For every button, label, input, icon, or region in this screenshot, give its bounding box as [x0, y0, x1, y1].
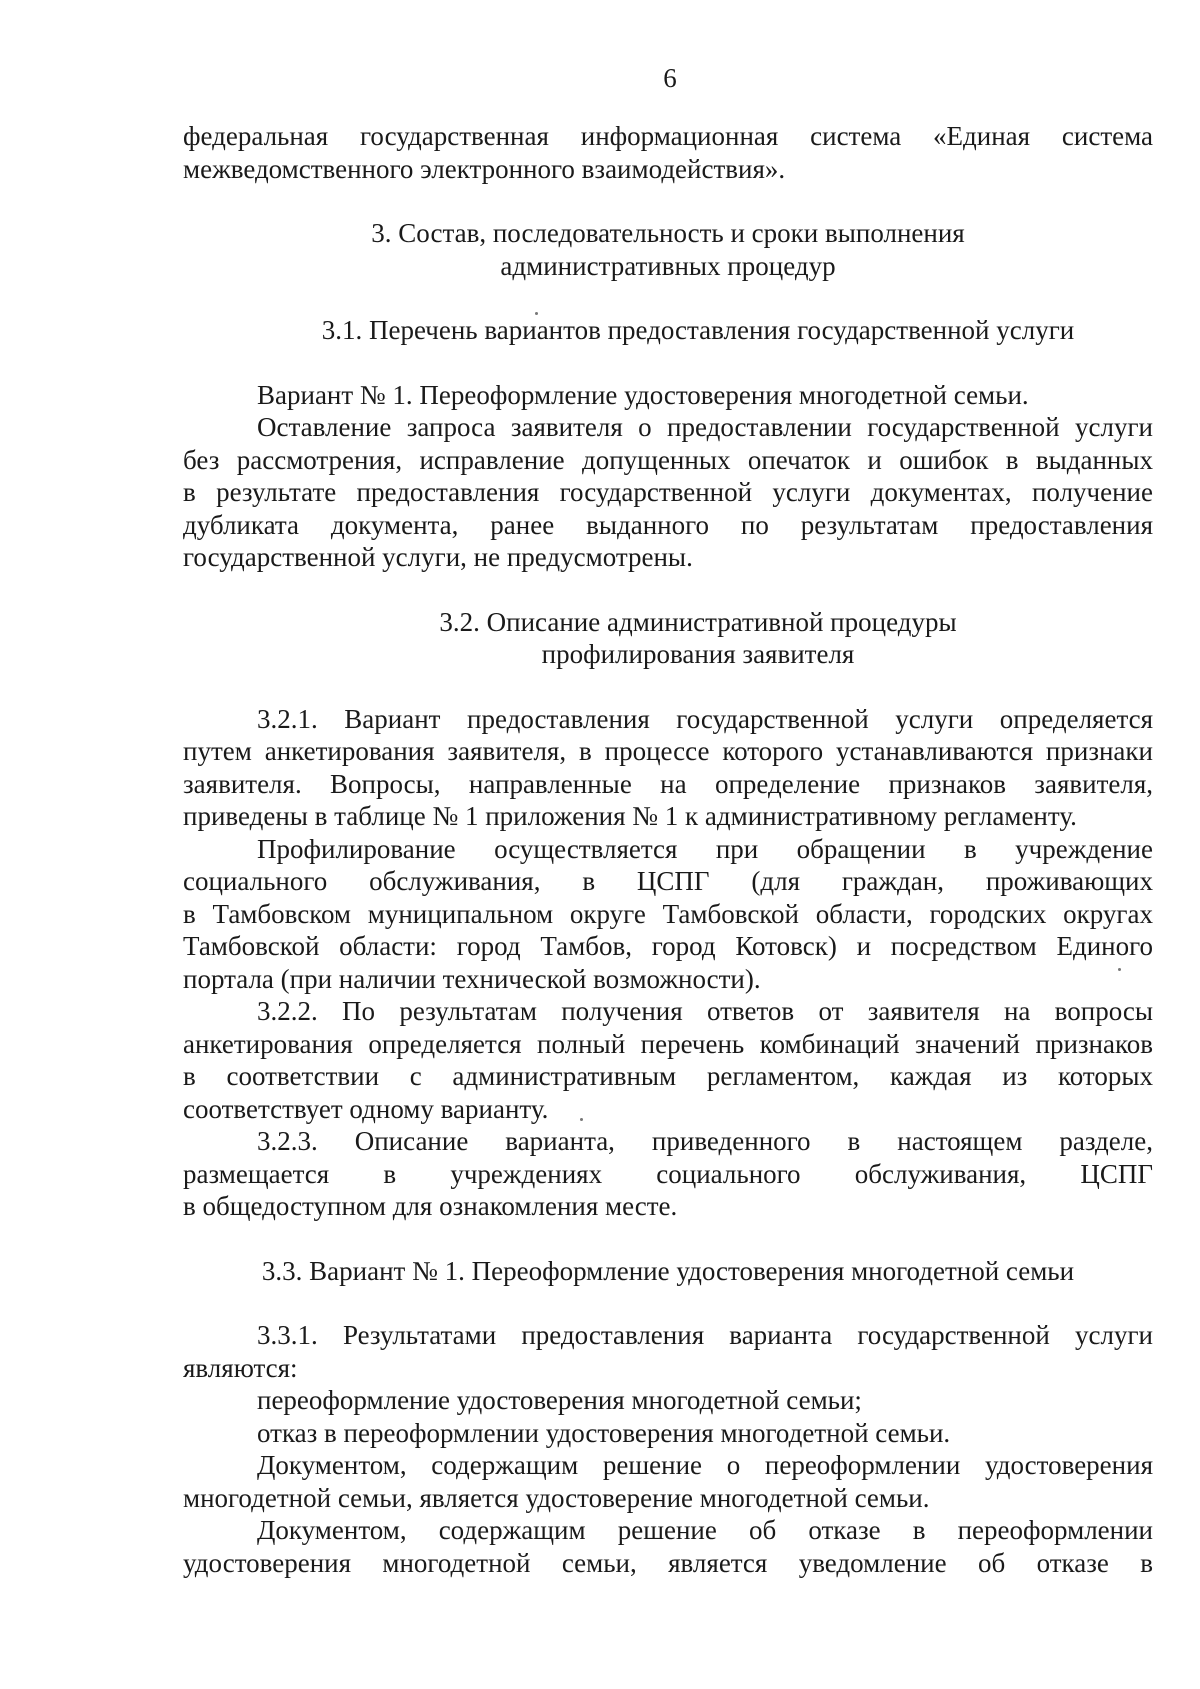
intro-line-1: федеральная государственная информационная система «Единая система — [183, 121, 1153, 151]
section-3-3-heading: 3.3. Вариант № 1. Переоформление удостоверения многодетной семьи — [261, 1255, 1075, 1286]
document-body — [183, 120, 1153, 1579]
scan-speck — [580, 1118, 583, 1121]
section-3-2-heading-line-1: 3.2. Описание административной процедуры — [439, 606, 957, 637]
profiling-line-1: Профилирование осуществляется при обращении в учреждение — [257, 833, 1153, 864]
intro-line-2: межведомственного электронного взаимодействия». — [183, 153, 786, 184]
p-3-2-1-line-3: заявителя. Вопросы, направленные на определение признаков заявителя, — [183, 768, 1153, 799]
p-3-3-1-line-1: 3.3.1. Результатами предоставления варианта государственной услуги — [257, 1320, 1153, 1350]
scan-speck — [1118, 968, 1121, 971]
section-3-1-para-line-5: государственной услуги, не предусмотрены. — [183, 542, 693, 572]
profiling-line-3: в Тамбовском муниципальном округе Тамбовской области, городских округах — [183, 898, 1153, 929]
section-3-1-para-line-2: без рассмотрения, исправление допущенных опечаток и ошибок в выданных — [183, 444, 1153, 475]
p-3-2-2-line-2: анкетирования определяется полный перечень комбинаций значений признаков — [183, 1028, 1153, 1059]
result-item-2: отказ в переоформлении удостоверения многодетной семьи. — [257, 1417, 951, 1448]
section-3-2-heading — [183, 606, 1153, 671]
result-item-1: переоформление удостоверения многодетной семьи; — [257, 1385, 862, 1415]
p-3-2-3-line-2: размещается в учреждениях социального обслуживания, ЦСПГ — [183, 1158, 1153, 1189]
p-3-2-2-line-1: 3.2.2. По результатам получения ответов от заявителя на вопросы — [257, 996, 1153, 1026]
p-3-2-1-line-1: 3.2.1. Вариант предоставления государственной услуги определяется — [257, 703, 1153, 734]
p-3-2-3-line-3: в общедоступном для ознакомления месте. — [183, 1191, 678, 1221]
p-3-2-2-line-4: соответствует одному варианту. — [183, 1093, 549, 1124]
page-number: 6 — [663, 63, 677, 93]
p-3-2-1-line-4: приведены в таблице № 1 приложения № 1 к административному регламенту. — [183, 801, 1077, 831]
doc-1-line-2: многодетной семьи, является удостоверение многодетной семьи. — [183, 1482, 930, 1513]
section-3-heading-line-1: 3. Состав, последовательность и сроки выполнения — [371, 218, 965, 248]
profiling-line-2: социального обслуживания, в ЦСПГ (для граждан, проживающих — [183, 866, 1153, 896]
profiling-line-5: портала (при наличии технической возможности). — [183, 963, 761, 994]
section-3-1-para-line-3: в результате предоставления государственной услуги документах, получение — [183, 477, 1153, 507]
doc-1-line-1: Документом, содержащим решение о переоформлении удостоверения — [257, 1450, 1153, 1480]
p-3-2-3-line-1: 3.2.3. Описание варианта, приведенного в настоящем разделе, — [257, 1126, 1153, 1156]
variant-1-line: Вариант № 1. Переоформление удостоверения многодетной семьи. — [257, 379, 1029, 410]
doc-2-line-1: Документом, содержащим решение об отказе в переоформлении — [257, 1515, 1153, 1545]
section-3-heading — [183, 217, 1153, 282]
profiling-line-4: Тамбовской области: город Тамбов, город Котовск) и посредством Единого — [183, 931, 1153, 961]
section-3-1-para-line-4: дубликата документа, ранее выданного по результатам предоставления — [183, 509, 1153, 540]
section-3-1-para-line-1: Оставление запроса заявителя о предоставлении государственной услуги — [257, 412, 1153, 442]
section-3-2-heading-line-2: профилирования заявителя — [541, 639, 855, 669]
doc-2-line-2: удостоверения многодетной семьи, является уведомление об отказе в — [183, 1547, 1153, 1578]
scan-speck — [535, 312, 538, 315]
p-3-2-1-line-2: путем анкетирования заявителя, в процессе которого устанавливаются признаки — [183, 736, 1153, 766]
p-3-3-1-line-2: являются: — [183, 1352, 298, 1383]
section-3-1-heading: 3.1. Перечень вариантов предоставления государственной услуги — [321, 315, 1075, 345]
p-3-2-2-line-3: в соответствии с административным регламентом, каждая из которых — [183, 1061, 1153, 1091]
section-3-heading-line-2: административных процедур — [500, 250, 836, 281]
